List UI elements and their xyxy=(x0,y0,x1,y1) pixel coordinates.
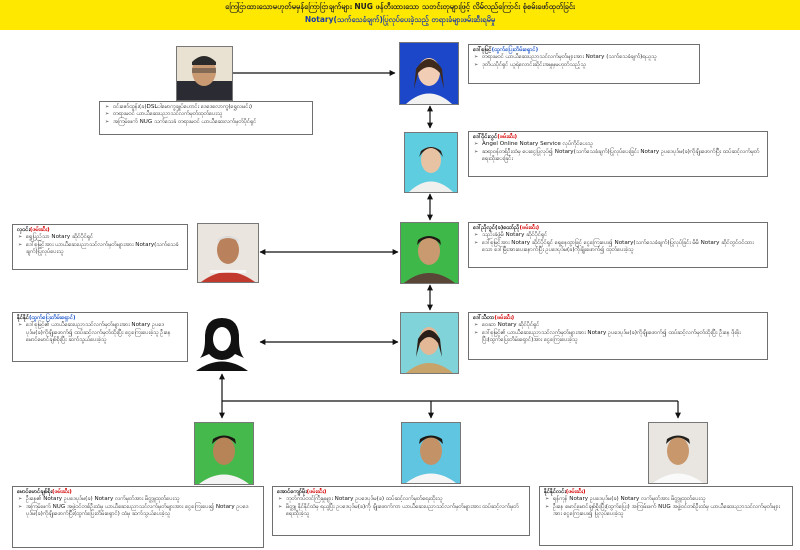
status-tag: (ဖမ်းဆီး) xyxy=(29,227,50,233)
info-line: ➢ ဘုတ်ကပ်တင်ကြီးမှုများ Notary ဥပဒေပုဒ်မ(ခ) ထပ်ဆင့်လက်မှတ်ရေးထိုးသူ xyxy=(286,496,525,503)
person-name: အောင်ကျော်မိုး xyxy=(277,489,307,495)
header-title: ကြေငြာထားသောမဟုတ်မမှန်ကြောငြာချက်များ NUG ဖန်တီးထားသော သတင်းတုများဖြင့် လိမ်လည်ကြောင်း စုံစမ်းဖော်ထုတ်ခြင်း xyxy=(225,2,575,11)
status-tag: (ဖမ်းဆီး) xyxy=(497,134,518,140)
info-box-n2 xyxy=(468,44,700,84)
info-line: ➢ ဦးနေ၏ Notary ဥပဒေပုဒ်မ(ခ) Notary လက်မှတ်အား မိတ္တူထုတ်ပေးသူ xyxy=(26,496,259,503)
info-line: ➢ ဒေါ်စုမြင့်၏ ယာယီဆေးပညာသင်လက်မှတ်များအား Notary ဥပဒေပုဒ်မ(ခ)ကိုချိုးဖောက်၍ ထပ်ဆင့်လက်မှတ်ထိုးပြီး ငွေကြေးပေးခဲ့သူ ဦးနေ မောင်မောင်ချစ်စိုးပြီး ဆက်သွယ်ပေးခဲ့သူ xyxy=(26,322,183,344)
info-box-n9 xyxy=(272,486,530,536)
person-name: လှဝင်း xyxy=(17,227,30,233)
info-box-n4 xyxy=(468,222,768,268)
info-line: ➢ ရန်ကုန် Notary ဥပဒေပုဒ်မ(ခ) Notary လက်မှတ်အား မိတ္တူထုတ်ပေးသူ xyxy=(553,496,788,503)
info-line: ➢ သည်းခံဖွံ့မိ Notary ဆိုင်ပိုင်ရှင် xyxy=(482,232,763,239)
info-line: ➢ အကြမ်းဖက် NUG သက်သေခံ တရားမဝင် ယာယီဆေးလက်မှတ်ပိုင်ရှင် xyxy=(113,119,308,126)
info-line: ➢ မိတ္တူ နိုင်နိုင်ထံမှ ရယူပြီး ဥပဒေပုဒ်မ(ခ)ကို ချိုးဖောက်ကာ ယာယီဆေးပညာသင်လက်မှတ်များအား ထပ်ဆင့်လက်မှတ်ရေးထိုးခဲ့သူ xyxy=(286,504,525,519)
status-tag: (ဖမ်းဆီး) xyxy=(519,225,540,231)
info-line: ➢ တရားမဝင် ယာယီဆေးပညာသင်လက်မှတ်ထုတ်ပေးသူ xyxy=(113,111,308,118)
person-name: ဒေါ်သီတာ xyxy=(473,315,495,321)
person-name: နိုင်နိုင်လင်း xyxy=(544,489,566,495)
person-name: မောင်မောင်ချစ်စိုး xyxy=(17,489,53,495)
info-line: ➢ ဦးနေ မောင်မောင်ချစ်စိုးပြီး(ထွက်ပြေး) အကြမ်းဖက် NUG အဖွဲ့ဝင်တစ်ဦးထံမှ ယာယီဆေးပညာသင်လက်မှတ်များအား ငွေကြေးပေး၍ ပြုလုပ်ပေးခဲ့သူ xyxy=(553,504,788,519)
info-box-n3 xyxy=(468,131,768,177)
info-box-n10 xyxy=(539,486,793,546)
info-line: ➢ ဆရာဝန်တစ်ဦးထံမှ ပေးငွေပြုလုပ်၍ Notary(သက်သေခံချက်)ပြုလုပ်ပေးခြင်း Notary ဥပဒေပုဒ်မ(ခ)ကိုချိုးဖောက်ပြီး ထပ်ဆင့်လက်မှတ်ရေးထိုးပေးခြင်း xyxy=(482,149,763,164)
person-name: ဒေါ်ဝိုင်းလွင် xyxy=(473,134,498,140)
info-line: ➢ ဒေါ်စုမြင့်အား Notary ဆိုင်ပိုင်ရှင် ရှေ့နေထွာဖြင့် ငွေကြေးပေး၍ Notary(သက်သေခံချက်)ပြုလုပ်ခြင်း မိမိ Notary ဆိုင်တွင်ဝင်ထားသော ဒေါ်မြီးအားပေးနောက်ပြီး ဥပဒေပုဒ်မ(ခ)ကိုချိုးဖောက်၍ ထုတ်ပေးခဲ့သူ xyxy=(482,240,763,255)
photo-n1 xyxy=(176,46,233,101)
info-line: ➢ ရွှေပြည်သာ Notary ဆိုင်ပိုင်ရှင် xyxy=(26,234,183,241)
status-tag: (ဖမ်းဆီး) xyxy=(494,315,515,321)
person-name: ဒေါ်စုမြင့် xyxy=(473,47,492,53)
header-subtitle: Notary(သက်သေခံချက်)ပြုလုပ်ပေးခဲ့သည့် တရားခံများဖမ်းဆီးရမိမှု xyxy=(304,15,496,24)
info-line: ➢ တရားမဝင် ယာယီဆေးပညာသင်လက်မှတ်များအား Notary (သက်သေခံချက်)ရယူသူ xyxy=(482,54,695,61)
status-tag: (ဖမ်းဆီး) xyxy=(52,489,72,495)
photo-n9 xyxy=(401,422,461,484)
photo-n4 xyxy=(400,222,459,284)
info-box-n8 xyxy=(12,486,264,548)
person-name: ဒေါ်ညိုလွင်(ခ)ထော်ညို xyxy=(473,225,520,231)
photo-n5 xyxy=(197,223,259,283)
photo-n6 xyxy=(400,312,459,374)
photo-n3 xyxy=(404,132,458,193)
photo-n10 xyxy=(648,422,708,484)
info-box-n5 xyxy=(12,224,188,270)
person-name: နိုင်နိုင် xyxy=(17,315,29,321)
info-line: ➢ ဒေါ်စုမြင့်အား ယာယီဆေးပညာသင်လက်မှတ်များအား Notary(သက်သေခံချက်)ပြုလုပ်ပေးသူ xyxy=(26,242,183,257)
status-tag: (ထွက်ပြေးတိမ်းရှောင်) xyxy=(29,315,76,321)
photo-n8 xyxy=(194,422,254,485)
status-tag: (ထွက်ပြေးတိမ်းရှောင်) xyxy=(491,47,539,53)
info-line: ➢ ဒေါ်စုမြင့်၏ ယာယီဆေးပညာသင်လက်မှတ်များအား Notary ဥပဒေပုဒ်မ(ခ)ကိုချိုးဖောက်၍ ထပ်ဆင့်လက်မှတ်ထိုးပြီး ဦးနေ ဖိုးဖိုးပြီး(ထွက်ပြေးတိမ်းရှောင်)အား ငွေကြေးပေးခဲ့သူ xyxy=(482,330,763,345)
status-tag: (ဖမ်းဆီး) xyxy=(565,489,586,495)
info-box-n1 xyxy=(99,101,313,135)
photo-n7-silhouette xyxy=(194,312,250,371)
info-box-n6 xyxy=(468,312,768,360)
status-tag: (ဖမ်းဆီး) xyxy=(306,489,327,495)
info-line: ➢ အကြမ်းဖက် NUG အဖွဲ့ဝင်တစ်ဦးထံမှ ယာယီဆေးပညာသင်လက်မှတ်များအား ငွေကြေးပေး၍ Notary ဥပဒေပုဒ်မ(ခ)ကိုချိုးဖောက်ပြီး(ထွက်ပြေးတိမ်းရှောင်) ထံမှ ဆက်သွယ်ပေးခဲ့သူ xyxy=(26,504,259,519)
info-line: ➢ ဝင်းဇော်ထွန်း(ခ)DSLပါမောက္ခချုပ်ဟောင်း ဒေဒေလောက္ခ(ရွှေလမင်း) xyxy=(113,104,308,111)
info-line: ➢ Angel Online Notary Service လုပ်ကိုင်ပေးသူ xyxy=(482,141,763,148)
info-box-n7 xyxy=(12,312,188,362)
info-line: ➢ ဝေဆာ Notary ဆိုင်ပိုင်ရှင် xyxy=(482,322,763,329)
info-line: ➢ ဒုတိယပိုင်ရှင် ယူရဲလောင်းဆိုင်းအမှုမှမဟုတ်သည့်သူ xyxy=(482,62,695,69)
photo-n2 xyxy=(399,42,459,105)
